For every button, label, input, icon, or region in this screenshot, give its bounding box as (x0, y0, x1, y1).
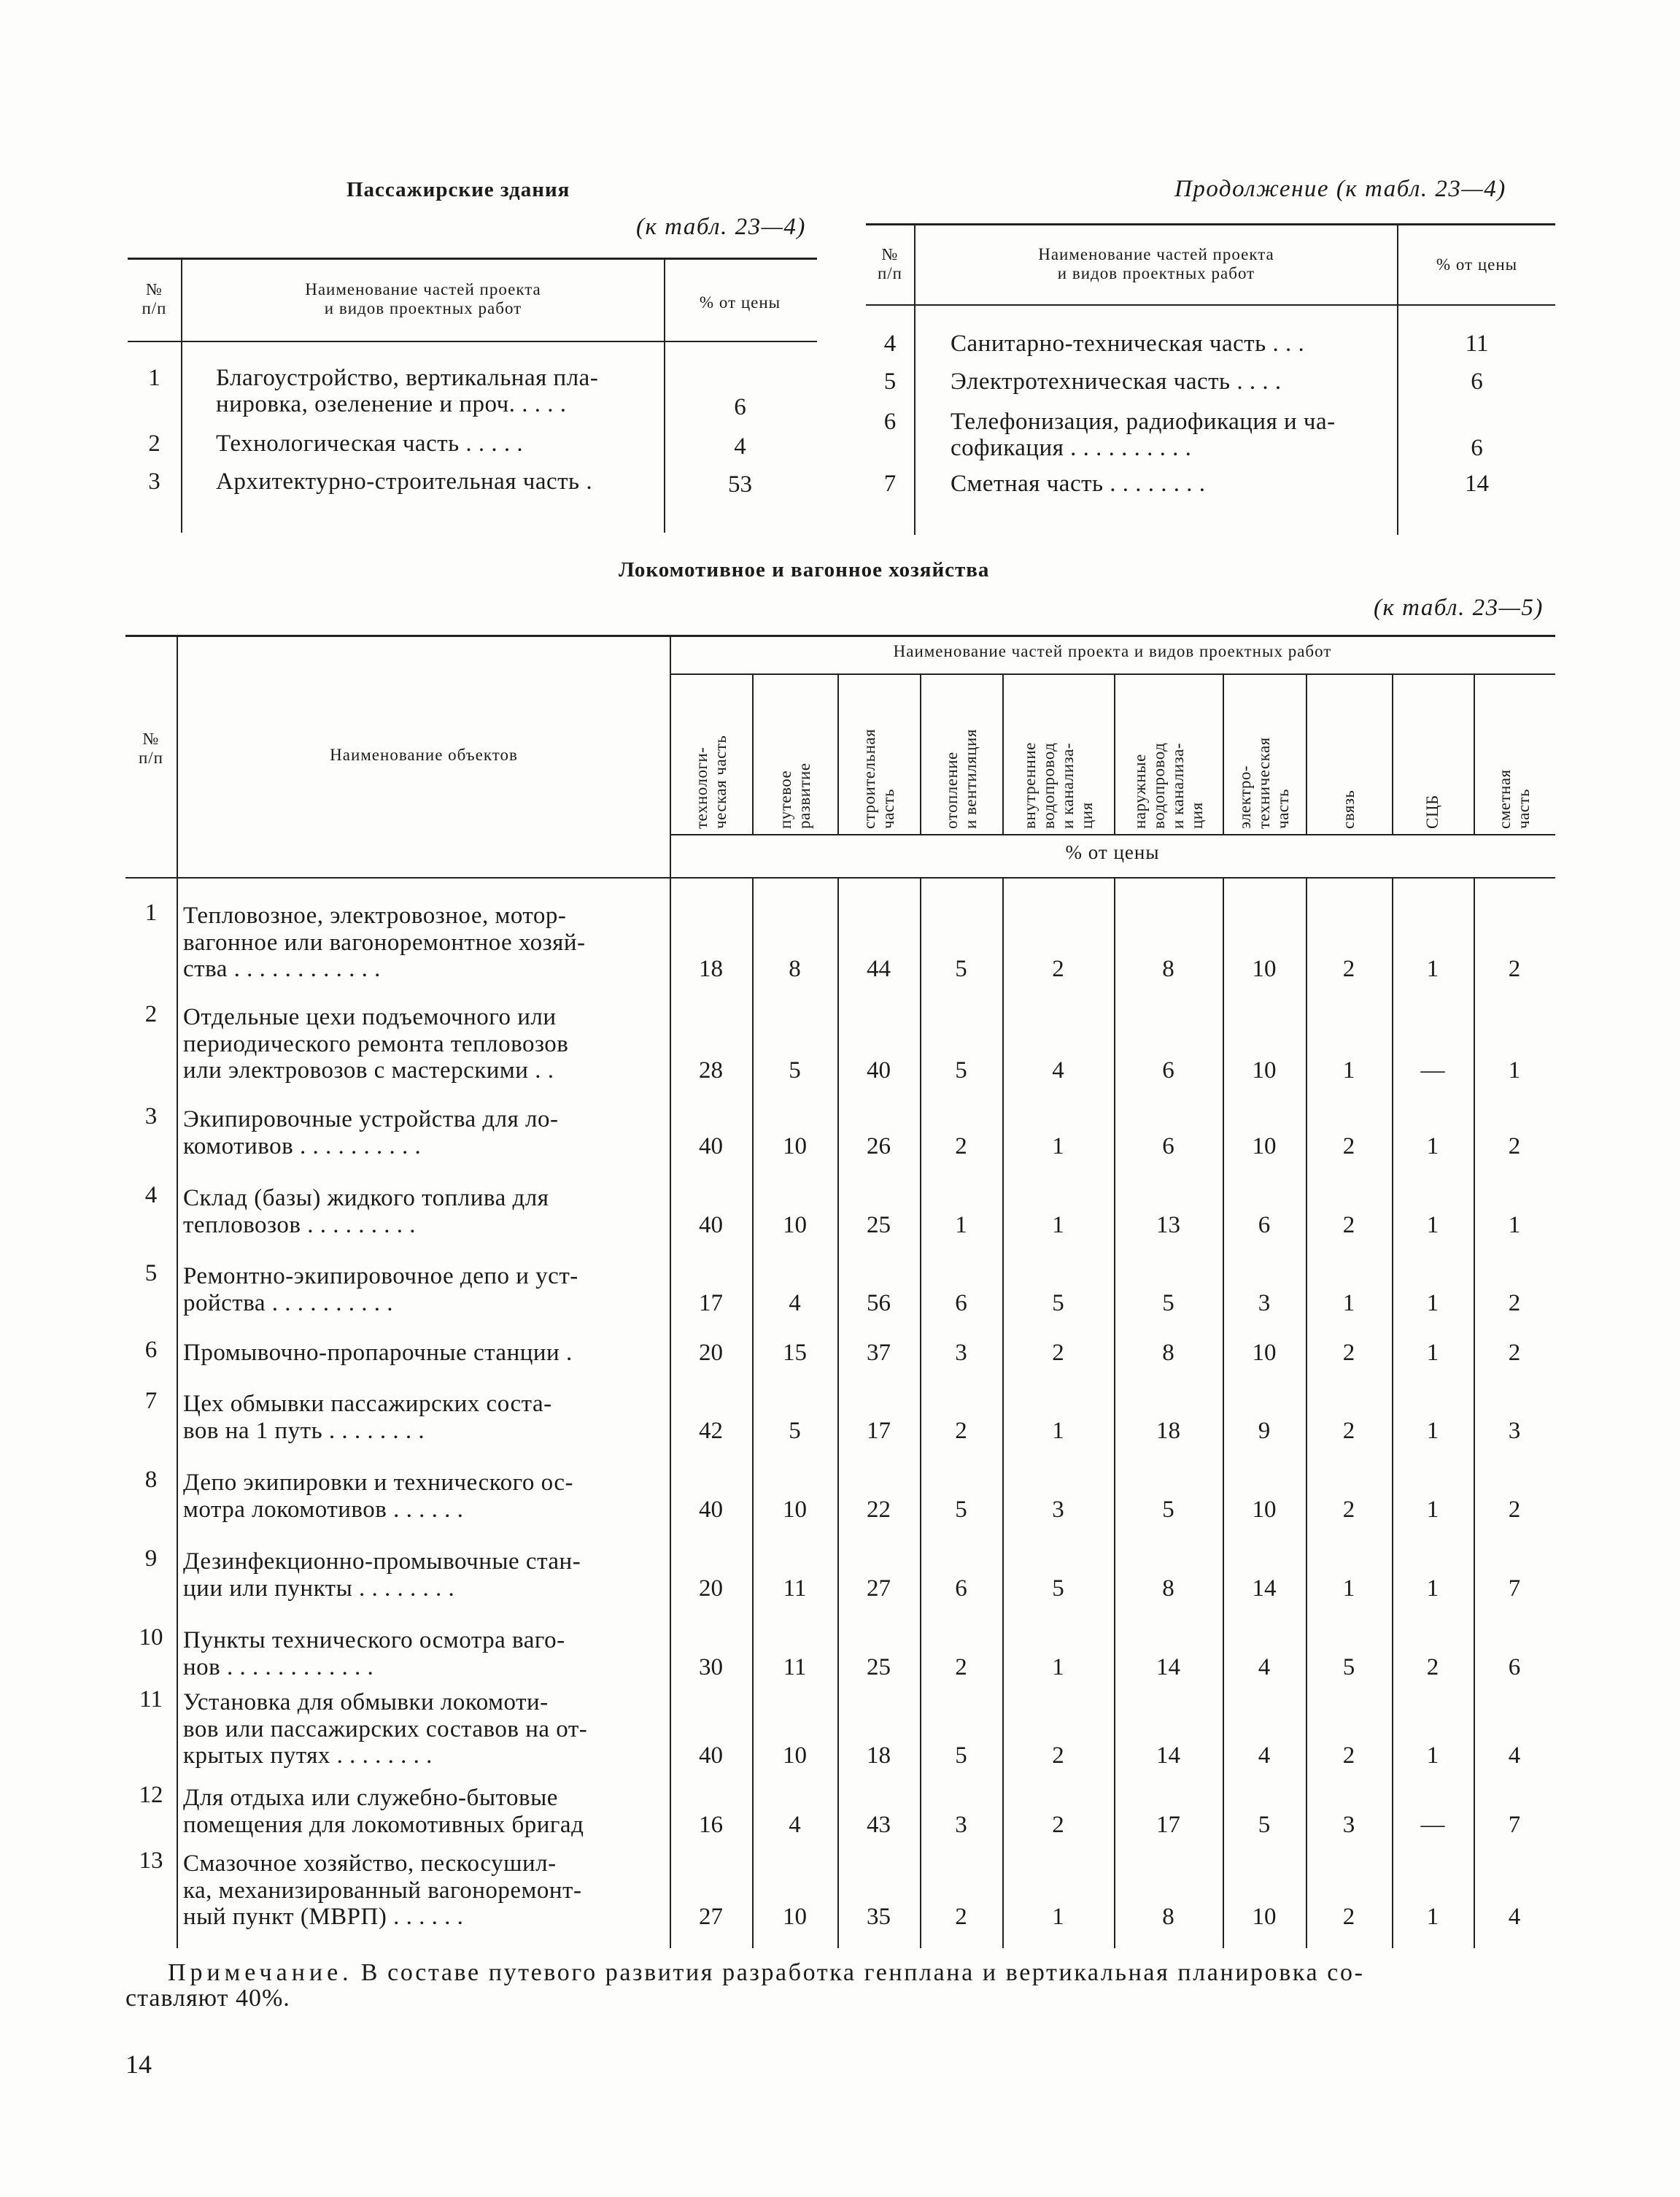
cell-value: 2 (1508, 1132, 1521, 1159)
row-number: 9 (144, 1545, 158, 1572)
cell-value: 40 (867, 1057, 891, 1084)
column-header: строительная часть (859, 728, 897, 829)
table1-top-rule (128, 258, 817, 260)
row-description-line: Экипировочные устройства для ло- (183, 1106, 559, 1132)
col-no-symbol: № (142, 730, 160, 748)
cell-value: 3 (1342, 1811, 1355, 1838)
cell-value: 4 (1508, 1904, 1521, 1930)
col-name-line: и видов проектных работ (324, 299, 522, 317)
row-percent: 6 (734, 394, 746, 420)
cell-value: 2 (1426, 1653, 1439, 1680)
cell-value: 40 (699, 1496, 723, 1523)
row-percent: 14 (1465, 471, 1489, 497)
table3-col-name: Наименование объектов (330, 746, 518, 764)
cell-value: 3 (1258, 1289, 1271, 1316)
column-header: внутренние водопровод и канализа- ция (1020, 742, 1096, 829)
column-header: отопление и вентиляция (942, 729, 980, 829)
cell-value: 6 (955, 1575, 967, 1602)
row-description-line: тепловозов . . . . . . . . . (183, 1211, 416, 1238)
cell-value: 5 (1342, 1653, 1355, 1680)
cell-value: 18 (1156, 1417, 1180, 1444)
cell-value: 10 (783, 1132, 807, 1159)
cell-value: 2 (955, 1653, 967, 1680)
cell-value: 8 (1162, 1575, 1174, 1602)
row-description-line: софикация . . . . . . . . . . (951, 435, 1192, 461)
row-description-line: ка, механизированный вагоноремонт- (183, 1877, 582, 1904)
table3-vline (1114, 675, 1115, 834)
cell-value: 1 (955, 1211, 967, 1238)
table3-vline (1392, 879, 1393, 1948)
cell-value: 5 (955, 1057, 967, 1084)
cell-value: 27 (699, 1904, 723, 1930)
row-description-line: ройства . . . . . . . . . . (183, 1289, 394, 1316)
table3-group-rule (670, 673, 1555, 675)
table3-vline (177, 636, 178, 1948)
note-text-cont: ставляют 40%. (125, 1985, 290, 2012)
cell-value: 10 (1252, 1132, 1277, 1159)
table3-vline (1474, 879, 1475, 1948)
cell-value: 1 (1426, 1742, 1439, 1769)
table1-col-pct: % от цены (699, 293, 781, 312)
row-number: 4 (883, 331, 897, 357)
cell-value: 10 (783, 1742, 807, 1769)
row-description-line: или электровозов с мастерскими . . (183, 1057, 554, 1084)
cell-value: — (1420, 1811, 1445, 1838)
cell-value: 18 (867, 1742, 891, 1769)
row-description-line: нов . . . . . . . . . . . . (183, 1653, 374, 1680)
table3-vline (1306, 675, 1307, 834)
cell-value: 5 (1052, 1575, 1064, 1602)
cell-value: 27 (867, 1575, 891, 1602)
cell-value: 2 (955, 1132, 967, 1159)
cell-value: 1 (1426, 956, 1439, 982)
table1-header-rule (128, 341, 817, 342)
cell-value: 2 (1052, 1811, 1064, 1838)
col-no-abbr: п/п (877, 264, 902, 282)
cell-value: 5 (1162, 1496, 1174, 1523)
row-percent: 6 (1471, 435, 1483, 461)
row-description-line: Дезинфекционно-промывочные стан- (183, 1548, 581, 1575)
table3-top-rule (125, 635, 1555, 637)
cell-value: 42 (699, 1417, 723, 1444)
cell-value: 1 (1342, 1057, 1355, 1084)
table3-vline (920, 675, 921, 834)
cell-value: 35 (867, 1904, 891, 1930)
cell-value: 6 (1508, 1653, 1521, 1680)
table3-title: Локомотивное и вагонное хозяйства (619, 558, 990, 582)
cell-value: 10 (1252, 1057, 1277, 1084)
table2-top-rule (866, 223, 1555, 225)
cell-value: 2 (1342, 1132, 1355, 1159)
cell-value: 7 (1508, 1811, 1521, 1838)
cell-value: 25 (867, 1653, 891, 1680)
cell-value: 40 (699, 1742, 723, 1769)
table3-vline (1223, 675, 1224, 834)
cell-value: 15 (783, 1340, 807, 1366)
cell-value: 1 (1342, 1575, 1355, 1602)
cell-value: 4 (1052, 1057, 1064, 1084)
cell-value: 2 (1342, 1340, 1355, 1366)
cell-value: 10 (1252, 1496, 1277, 1523)
cell-value: 30 (699, 1653, 723, 1680)
row-description-line: мотра локомотивов . . . . . . (183, 1496, 464, 1523)
cell-value: 1 (1426, 1904, 1439, 1930)
row-number: 8 (144, 1467, 158, 1493)
row-description-line: крытых путях . . . . . . . . (183, 1742, 433, 1769)
row-description-line: Депо экипировки и технического ос- (183, 1470, 574, 1496)
cell-value: 4 (789, 1811, 801, 1838)
cell-value: 1 (1052, 1417, 1064, 1444)
table2-header-rule (866, 304, 1555, 306)
row-percent: 6 (1471, 368, 1483, 395)
table3-vline (1002, 879, 1004, 1948)
cell-value: 3 (1508, 1417, 1521, 1444)
cell-value: 4 (1258, 1653, 1271, 1680)
table2-ref: Продолжение (к табл. 23—4) (1174, 176, 1506, 202)
cell-value: 17 (867, 1417, 891, 1444)
col-no-abbr: п/п (138, 749, 163, 767)
cell-value: 2 (955, 1904, 967, 1930)
cell-value: 1 (1426, 1289, 1439, 1316)
cell-value: 14 (1252, 1575, 1277, 1602)
col-name-line: Наименование частей проекта (305, 280, 541, 298)
row-number: 1 (144, 900, 158, 926)
column-header: электро- техническая часть (1236, 737, 1292, 829)
cell-value: — (1420, 1057, 1445, 1084)
cell-value: 17 (699, 1289, 723, 1316)
cell-value: 28 (699, 1057, 723, 1084)
table3-header-rule (125, 877, 1555, 879)
cell-value: 4 (1258, 1742, 1271, 1769)
cell-value: 1 (1426, 1575, 1439, 1602)
row-percent: 11 (1465, 331, 1489, 357)
table3-vline (920, 879, 921, 1948)
row-number: 12 (139, 1782, 163, 1808)
col-no-symbol: № (881, 245, 899, 263)
cell-value: 43 (867, 1811, 891, 1838)
cell-value: 2 (1052, 1742, 1064, 1769)
table1-title: Пассажирские здания (347, 178, 570, 201)
row-description-line: Технологическая часть . . . . . (216, 430, 524, 457)
column-header: СЦБ (1423, 795, 1441, 829)
cell-value: 40 (699, 1211, 723, 1238)
row-description-line: Цех обмывки пассажирских соста- (183, 1391, 552, 1417)
row-number: 2 (148, 430, 160, 457)
cell-value: 1 (1052, 1132, 1064, 1159)
table3-vline (752, 675, 754, 834)
column-header: сметная часть (1495, 769, 1533, 829)
row-description-line: нировка, озеленение и проч. . . . . (216, 391, 567, 417)
row-description-line: Благоустройство, вертикальная пла- (216, 365, 599, 391)
table2-col-pct: % от цены (1436, 255, 1518, 274)
cell-value: 20 (699, 1340, 723, 1366)
table3-ref: (к табл. 23—5) (1374, 595, 1544, 621)
cell-value: 5 (789, 1417, 801, 1444)
row-description-line: Склад (базы) жидкого топлива для (183, 1185, 549, 1211)
row-percent: 4 (734, 433, 746, 460)
table2-col-no (866, 245, 914, 283)
cell-value: 5 (955, 956, 967, 982)
note-label: Примечание. (168, 1959, 353, 1986)
row-description-line: Электротехническая часть . . . . (951, 368, 1282, 395)
col-no-symbol: № (146, 280, 163, 298)
cell-value: 1 (1508, 1211, 1521, 1238)
cell-value: 44 (867, 956, 891, 982)
cell-value: 20 (699, 1575, 723, 1602)
cell-value: 2 (1342, 1211, 1355, 1238)
cell-value: 1 (1508, 1057, 1521, 1084)
cell-value: 2 (1342, 1904, 1355, 1930)
cell-value: 2 (1342, 1742, 1355, 1769)
row-description-line: Тепловозное, электровозное, мотор- (183, 903, 567, 929)
row-description-line: Ремонтно-экипировочное депо и уст- (183, 1263, 578, 1289)
row-number: 5 (144, 1260, 158, 1286)
cell-value: 2 (1052, 956, 1064, 982)
cell-value: 1 (1052, 1211, 1064, 1238)
row-number: 7 (144, 1388, 158, 1414)
row-description-line: комотивов . . . . . . . . . . (183, 1132, 422, 1159)
col-no-abbr: п/п (142, 299, 167, 317)
row-description-line: ции или пункты . . . . . . . . (183, 1575, 455, 1602)
row-percent: 53 (728, 471, 752, 498)
cell-value: 4 (1508, 1742, 1521, 1769)
table3-vline (1306, 879, 1307, 1948)
row-number: 7 (883, 471, 897, 497)
cell-value: 10 (783, 1211, 807, 1238)
table3-vline (837, 675, 839, 834)
row-number: 10 (139, 1624, 163, 1650)
cell-value: 8 (1162, 1904, 1174, 1930)
row-description-line: Санитарно-техническая часть . . . (951, 331, 1305, 357)
table3-cols-rule (670, 834, 1555, 835)
column-header: связь (1339, 789, 1358, 829)
row-number: 2 (144, 1001, 158, 1027)
table3-vline (837, 879, 839, 1948)
cell-value: 2 (1342, 1417, 1355, 1444)
cell-value: 13 (1156, 1211, 1180, 1238)
cell-value: 2 (1508, 1340, 1521, 1366)
cell-value: 5 (1162, 1289, 1174, 1316)
column-header: технологи- ческая часть (692, 735, 729, 829)
cell-value: 2 (1508, 1289, 1521, 1316)
cell-value: 11 (783, 1575, 807, 1602)
cell-value: 3 (1052, 1496, 1064, 1523)
cell-value: 6 (1162, 1132, 1174, 1159)
cell-value: 8 (1162, 1340, 1174, 1366)
row-description-line: вов на 1 путь . . . . . . . . (183, 1417, 425, 1444)
cell-value: 1 (1342, 1289, 1355, 1316)
cell-value: 1 (1426, 1211, 1439, 1238)
cell-value: 7 (1508, 1575, 1521, 1602)
column-header: путевое развитие (775, 762, 813, 829)
row-description-line: Пункты технического осмотра ваго- (183, 1627, 565, 1653)
cell-value: 11 (783, 1653, 807, 1680)
row-description-line: помещения для локомотивных бригад (183, 1811, 584, 1838)
page-number: 14 (125, 2050, 152, 2079)
row-description-line: Телефонизация, радиофикация и ча- (951, 409, 1336, 435)
cell-value: 10 (783, 1904, 807, 1930)
cell-value: 5 (1258, 1811, 1271, 1838)
row-description-line: Для отдыха или служебно-бытовые (183, 1785, 558, 1811)
cell-value: 9 (1258, 1417, 1271, 1444)
row-description-line: ный пункт (МВРП) . . . . . . (183, 1904, 464, 1930)
row-description-line: вов или пассажирских составов на от- (183, 1715, 588, 1742)
cell-value: 14 (1156, 1653, 1180, 1680)
cell-value: 5 (1052, 1289, 1064, 1316)
table3-vline (1114, 879, 1115, 1948)
row-number: 3 (144, 1103, 158, 1130)
row-description-line: ства . . . . . . . . . . . . (183, 956, 381, 982)
table1-col-name (182, 280, 664, 318)
row-number: 1 (148, 365, 160, 391)
cell-value: 18 (699, 956, 723, 982)
cell-value: 10 (1252, 1904, 1277, 1930)
row-number: 3 (148, 468, 160, 495)
cell-value: 16 (699, 1811, 723, 1838)
cell-value: 1 (1426, 1132, 1439, 1159)
table1-ref: (к табл. 23—4) (636, 214, 806, 240)
cell-value: 1 (1052, 1904, 1064, 1930)
cell-value: 25 (867, 1211, 891, 1238)
cell-value: 22 (867, 1496, 891, 1523)
row-description-line: вагонное или вагоноремонтное хозяй- (183, 929, 586, 956)
column-header: наружные водопровод и канализа- ция (1130, 742, 1206, 829)
cell-value: 2 (1508, 1496, 1521, 1523)
row-number: 13 (139, 1847, 163, 1874)
cell-value: 2 (1052, 1340, 1064, 1366)
cell-value: 5 (955, 1742, 967, 1769)
cell-value: 10 (1252, 1340, 1277, 1366)
cell-value: 3 (955, 1340, 967, 1366)
table2-col-name (916, 245, 1397, 283)
cell-value: 1 (1426, 1340, 1439, 1366)
cell-value: 10 (783, 1496, 807, 1523)
table3-vline (1392, 675, 1393, 834)
cell-value: 8 (789, 956, 801, 982)
row-number: 11 (139, 1686, 163, 1713)
row-description-line: Сметная часть . . . . . . . . (951, 471, 1206, 497)
table3-col-no (125, 730, 177, 768)
cell-value: 1 (1426, 1417, 1439, 1444)
row-description-line: Архитектурно-строительная часть . (216, 468, 593, 495)
note (168, 1959, 1365, 1987)
table1-col-no (128, 280, 181, 318)
row-description-line: Смазочное хозяйство, пескосушил- (183, 1850, 557, 1877)
cell-value: 14 (1156, 1742, 1180, 1769)
table3-vline (1002, 675, 1004, 834)
cell-value: 6 (1162, 1057, 1174, 1084)
cell-value: 4 (789, 1289, 801, 1316)
row-description-line: Установка для обмывки локомоти- (183, 1689, 549, 1715)
cell-value: 40 (699, 1132, 723, 1159)
table3-group-header: Наименование частей проекта и видов проектных работ (893, 642, 1332, 660)
row-description-line: периодического ремонта тепловозов (183, 1030, 569, 1057)
cell-value: 2 (955, 1417, 967, 1444)
note-text: В составе путевого развития разработка генплана и вертикальная планировка со- (352, 1959, 1365, 1986)
cell-value: 17 (1156, 1811, 1180, 1838)
cell-value: 10 (1252, 956, 1277, 982)
cell-value: 6 (955, 1289, 967, 1316)
cell-value: 5 (955, 1496, 967, 1523)
row-description-line: Отдельные цехи подъемочного или (183, 1004, 557, 1030)
cell-value: 37 (867, 1340, 891, 1366)
cell-value: 1 (1426, 1496, 1439, 1523)
cell-value: 1 (1052, 1653, 1064, 1680)
table3-vline (752, 879, 754, 1948)
cell-value: 26 (867, 1132, 891, 1159)
row-number: 6 (883, 409, 897, 435)
col-name-line: Наименование частей проекта (1038, 245, 1274, 263)
table3-pct-label: % от цены (1065, 841, 1160, 863)
row-description-line: Промывочно-пропарочные станции . (183, 1340, 573, 1366)
cell-value: 3 (955, 1811, 967, 1838)
cell-value: 2 (1342, 956, 1355, 982)
row-number: 4 (144, 1182, 158, 1208)
row-number: 5 (883, 368, 897, 395)
cell-value: 56 (867, 1289, 891, 1316)
cell-value: 2 (1508, 956, 1521, 982)
cell-value: 8 (1162, 956, 1174, 982)
table3-vline (1474, 675, 1475, 834)
cell-value: 2 (1342, 1496, 1355, 1523)
table3-vline (1223, 879, 1224, 1948)
row-number: 6 (144, 1337, 158, 1363)
col-name-line: и видов проектных работ (1057, 264, 1255, 282)
cell-value: 5 (789, 1057, 801, 1084)
cell-value: 6 (1258, 1211, 1271, 1238)
